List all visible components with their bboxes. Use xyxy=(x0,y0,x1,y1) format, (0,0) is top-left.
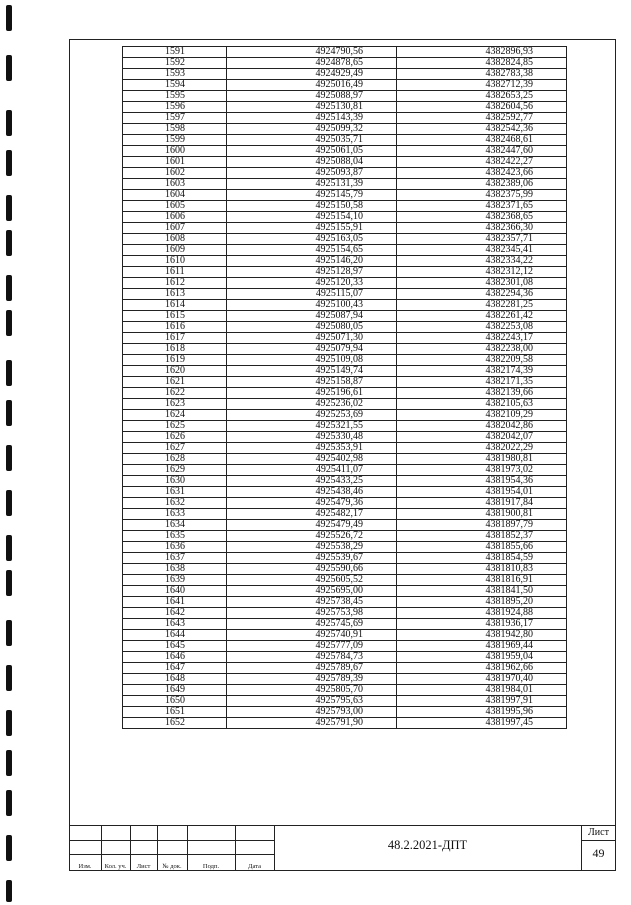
table-row xyxy=(123,278,567,289)
coord-x: 4925150,58 xyxy=(227,201,397,212)
point-number: 1624 xyxy=(123,410,227,421)
point-number: 1592 xyxy=(123,58,227,69)
coord-x: 4925236,02 xyxy=(227,399,397,410)
table-row xyxy=(123,135,567,146)
coord-y: 4382389,06 xyxy=(397,179,567,190)
coord-y: 4382783,38 xyxy=(397,69,567,80)
table-row xyxy=(123,124,567,135)
coord-x: 4925695,00 xyxy=(227,586,397,597)
point-number: 1644 xyxy=(123,630,227,641)
table-row xyxy=(123,212,567,223)
coord-x: 4925605,52 xyxy=(227,575,397,586)
coord-y: 4381854,59 xyxy=(397,553,567,564)
table-row xyxy=(123,179,567,190)
coord-x: 4924790,56 xyxy=(227,47,397,58)
coord-x: 4925253,69 xyxy=(227,410,397,421)
coord-x: 4925143,39 xyxy=(227,113,397,124)
coord-y: 4382261,42 xyxy=(397,311,567,322)
coord-y: 4381954,36 xyxy=(397,476,567,487)
point-number: 1613 xyxy=(123,289,227,300)
coord-y: 4381924,88 xyxy=(397,608,567,619)
coord-x: 4925438,46 xyxy=(227,487,397,498)
table-row xyxy=(123,322,567,333)
stamp-col-doc: № док. xyxy=(162,863,182,870)
coord-y: 4381954,01 xyxy=(397,487,567,498)
point-number: 1625 xyxy=(123,421,227,432)
table-row xyxy=(123,586,567,597)
coord-x: 4925088,04 xyxy=(227,157,397,168)
table-row xyxy=(123,465,567,476)
point-number: 1642 xyxy=(123,608,227,619)
coord-y: 4381973,02 xyxy=(397,465,567,476)
point-number: 1636 xyxy=(123,542,227,553)
coord-y: 4382366,30 xyxy=(397,223,567,234)
point-number: 1652 xyxy=(123,718,227,729)
point-number: 1628 xyxy=(123,454,227,465)
point-number: 1650 xyxy=(123,696,227,707)
binding-mark xyxy=(6,790,12,816)
sheet-label: Лист xyxy=(588,827,609,838)
point-number: 1603 xyxy=(123,179,227,190)
table-row xyxy=(123,597,567,608)
table-row xyxy=(123,234,567,245)
stamp-col-list: Лист xyxy=(136,863,151,870)
coord-x: 4925079,94 xyxy=(227,344,397,355)
stamp-col-date: Дата xyxy=(248,863,261,870)
table-row xyxy=(123,663,567,674)
coord-y: 4381917,84 xyxy=(397,498,567,509)
table-row xyxy=(123,168,567,179)
coord-y: 4382294,36 xyxy=(397,289,567,300)
point-number: 1611 xyxy=(123,267,227,278)
table-row xyxy=(123,366,567,377)
coord-y: 4381995,96 xyxy=(397,707,567,718)
binding-mark xyxy=(6,5,12,31)
coord-x: 4925100,43 xyxy=(227,300,397,311)
coord-x: 4925035,71 xyxy=(227,135,397,146)
coord-x: 4925196,61 xyxy=(227,388,397,399)
table-row xyxy=(123,102,567,113)
coord-y: 4382368,65 xyxy=(397,212,567,223)
point-number: 1640 xyxy=(123,586,227,597)
point-number: 1623 xyxy=(123,399,227,410)
binding-mark xyxy=(6,400,12,426)
table-row xyxy=(123,498,567,509)
binding-mark xyxy=(6,110,12,136)
coord-x: 4925538,29 xyxy=(227,542,397,553)
table-row xyxy=(123,608,567,619)
binding-mark xyxy=(6,150,12,176)
point-number: 1616 xyxy=(123,322,227,333)
coord-x: 4925793,00 xyxy=(227,707,397,718)
table-row xyxy=(123,542,567,553)
table-row xyxy=(123,146,567,157)
coord-y: 4381897,79 xyxy=(397,520,567,531)
point-number: 1631 xyxy=(123,487,227,498)
table-row xyxy=(123,487,567,498)
table-row xyxy=(123,300,567,311)
coord-y: 4381852,37 xyxy=(397,531,567,542)
coord-x: 4925479,49 xyxy=(227,520,397,531)
coord-y: 4382357,71 xyxy=(397,234,567,245)
coord-y: 4382174,39 xyxy=(397,366,567,377)
coord-x: 4925154,65 xyxy=(227,245,397,256)
point-number: 1607 xyxy=(123,223,227,234)
table-row xyxy=(123,58,567,69)
coord-x: 4925120,33 xyxy=(227,278,397,289)
point-number: 1612 xyxy=(123,278,227,289)
title-block xyxy=(69,825,616,871)
table-row xyxy=(123,69,567,80)
point-number: 1621 xyxy=(123,377,227,388)
point-number: 1609 xyxy=(123,245,227,256)
coord-x: 4925479,36 xyxy=(227,498,397,509)
coord-y: 4382281,25 xyxy=(397,300,567,311)
coord-y: 4382423,66 xyxy=(397,168,567,179)
table-row xyxy=(123,311,567,322)
coord-y: 4382243,17 xyxy=(397,333,567,344)
coord-y: 4381810,83 xyxy=(397,564,567,575)
point-number: 1619 xyxy=(123,355,227,366)
point-number: 1645 xyxy=(123,641,227,652)
coord-y: 4382896,93 xyxy=(397,47,567,58)
table-row xyxy=(123,432,567,443)
coord-x: 4925145,79 xyxy=(227,190,397,201)
coord-y: 4382312,12 xyxy=(397,267,567,278)
table-row xyxy=(123,333,567,344)
table-row xyxy=(123,245,567,256)
coord-y: 4382209,58 xyxy=(397,355,567,366)
coord-x: 4925109,08 xyxy=(227,355,397,366)
binding-mark xyxy=(6,275,12,301)
table-row xyxy=(123,410,567,421)
coord-y: 4381936,17 xyxy=(397,619,567,630)
table-row xyxy=(123,685,567,696)
binding-mark xyxy=(6,880,12,902)
point-number: 1595 xyxy=(123,91,227,102)
coord-y: 4381816,91 xyxy=(397,575,567,586)
coord-x: 4925745,69 xyxy=(227,619,397,630)
stamp-col-sign: Подп. xyxy=(202,863,220,870)
point-number: 1614 xyxy=(123,300,227,311)
coord-y: 4381997,45 xyxy=(397,718,567,729)
coord-x: 4925146,20 xyxy=(227,256,397,267)
coord-x: 4924878,65 xyxy=(227,58,397,69)
binding-mark xyxy=(6,665,12,691)
coord-y: 4382301,08 xyxy=(397,278,567,289)
table-row xyxy=(123,201,567,212)
point-number: 1651 xyxy=(123,707,227,718)
table-row xyxy=(123,113,567,124)
binding-mark xyxy=(6,310,12,336)
table-row xyxy=(123,520,567,531)
coord-x: 4925791,90 xyxy=(227,718,397,729)
point-number: 1646 xyxy=(123,652,227,663)
table-row xyxy=(123,344,567,355)
point-number: 1637 xyxy=(123,553,227,564)
table-row xyxy=(123,476,567,487)
coord-x: 4925805,70 xyxy=(227,685,397,696)
table-row xyxy=(123,223,567,234)
point-number: 1633 xyxy=(123,509,227,520)
stamp-col-kol: Кол. уч. xyxy=(104,863,127,870)
coord-y: 4381841,50 xyxy=(397,586,567,597)
table-row xyxy=(123,190,567,201)
table-row xyxy=(123,531,567,542)
table-row xyxy=(123,652,567,663)
point-number: 1594 xyxy=(123,80,227,91)
table-row xyxy=(123,289,567,300)
coord-y: 4381900,81 xyxy=(397,509,567,520)
point-number: 1608 xyxy=(123,234,227,245)
point-number: 1648 xyxy=(123,674,227,685)
coord-y: 4382171,35 xyxy=(397,377,567,388)
coord-y: 4382371,65 xyxy=(397,201,567,212)
sheet-number: 49 xyxy=(592,846,605,860)
coord-x: 4925789,67 xyxy=(227,663,397,674)
binding-mark xyxy=(6,620,12,646)
point-number: 1649 xyxy=(123,685,227,696)
table-row xyxy=(123,553,567,564)
point-number: 1601 xyxy=(123,157,227,168)
coord-y: 4381970,40 xyxy=(397,674,567,685)
coord-y: 4382653,25 xyxy=(397,91,567,102)
point-number: 1593 xyxy=(123,69,227,80)
coord-x: 4925163,05 xyxy=(227,234,397,245)
coord-y: 4381969,44 xyxy=(397,641,567,652)
coord-x: 4925088,97 xyxy=(227,91,397,102)
coord-x: 4925789,39 xyxy=(227,674,397,685)
point-number: 1597 xyxy=(123,113,227,124)
coord-x: 4925128,97 xyxy=(227,267,397,278)
coord-x: 4925482,17 xyxy=(227,509,397,520)
coord-y: 4382542,36 xyxy=(397,124,567,135)
table-row xyxy=(123,91,567,102)
table-row xyxy=(123,619,567,630)
coord-x: 4924929,49 xyxy=(227,69,397,80)
point-number: 1635 xyxy=(123,531,227,542)
point-number: 1610 xyxy=(123,256,227,267)
point-number: 1620 xyxy=(123,366,227,377)
table-row xyxy=(123,696,567,707)
point-number: 1629 xyxy=(123,465,227,476)
coord-y: 4382238,00 xyxy=(397,344,567,355)
point-number: 1639 xyxy=(123,575,227,586)
table-row xyxy=(123,399,567,410)
coord-y: 4382468,61 xyxy=(397,135,567,146)
coord-x: 4925087,94 xyxy=(227,311,397,322)
point-number: 1615 xyxy=(123,311,227,322)
coord-x: 4925753,98 xyxy=(227,608,397,619)
coord-y: 4382253,08 xyxy=(397,322,567,333)
table-row xyxy=(123,388,567,399)
table-row xyxy=(123,718,567,729)
coord-x: 4925093,87 xyxy=(227,168,397,179)
table-row xyxy=(123,575,567,586)
coord-y: 4382712,39 xyxy=(397,80,567,91)
coord-x: 4925115,07 xyxy=(227,289,397,300)
binding-mark xyxy=(6,835,12,861)
binding-mark xyxy=(6,750,12,776)
coord-y: 4381942,80 xyxy=(397,630,567,641)
coord-y: 4382345,41 xyxy=(397,245,567,256)
point-number: 1591 xyxy=(123,47,227,58)
coord-x: 4925158,87 xyxy=(227,377,397,388)
table-row xyxy=(123,630,567,641)
point-number: 1599 xyxy=(123,135,227,146)
point-number: 1598 xyxy=(123,124,227,135)
binding-mark xyxy=(6,710,12,736)
coord-x: 4925353,91 xyxy=(227,443,397,454)
table-row xyxy=(123,267,567,278)
point-number: 1627 xyxy=(123,443,227,454)
coord-y: 4382422,27 xyxy=(397,157,567,168)
point-number: 1632 xyxy=(123,498,227,509)
table-row xyxy=(123,355,567,366)
table-row xyxy=(123,707,567,718)
coord-x: 4925795,63 xyxy=(227,696,397,707)
coord-y: 4381895,20 xyxy=(397,597,567,608)
stamp-col-izm: Изм. xyxy=(78,863,92,870)
point-number: 1600 xyxy=(123,146,227,157)
point-number: 1606 xyxy=(123,212,227,223)
coord-x: 4925071,30 xyxy=(227,333,397,344)
coord-x: 4925411,07 xyxy=(227,465,397,476)
point-number: 1647 xyxy=(123,663,227,674)
coord-y: 4382105,63 xyxy=(397,399,567,410)
coord-x: 4925099,32 xyxy=(227,124,397,135)
table-row xyxy=(123,674,567,685)
point-number: 1626 xyxy=(123,432,227,443)
coord-y: 4382375,99 xyxy=(397,190,567,201)
coordinates-table xyxy=(122,46,567,729)
coord-y: 4382022,29 xyxy=(397,443,567,454)
coord-x: 4925738,45 xyxy=(227,597,397,608)
coord-x: 4925526,72 xyxy=(227,531,397,542)
table-row xyxy=(123,80,567,91)
table-row xyxy=(123,256,567,267)
coord-y: 4382139,66 xyxy=(397,388,567,399)
point-number: 1622 xyxy=(123,388,227,399)
coord-y: 4382447,60 xyxy=(397,146,567,157)
coord-x: 4925016,49 xyxy=(227,80,397,91)
coord-y: 4382334,22 xyxy=(397,256,567,267)
coord-y: 4381980,81 xyxy=(397,454,567,465)
coord-x: 4925740,91 xyxy=(227,630,397,641)
binding-mark xyxy=(6,230,12,256)
binding-mark xyxy=(6,445,12,471)
coord-x: 4925777,09 xyxy=(227,641,397,652)
coord-y: 4381984,01 xyxy=(397,685,567,696)
coord-x: 4925130,81 xyxy=(227,102,397,113)
binding-mark xyxy=(6,570,12,596)
coord-y: 4382824,85 xyxy=(397,58,567,69)
coord-x: 4925539,67 xyxy=(227,553,397,564)
coord-x: 4925149,74 xyxy=(227,366,397,377)
coord-x: 4925155,91 xyxy=(227,223,397,234)
table-row xyxy=(123,564,567,575)
coord-y: 4382109,29 xyxy=(397,410,567,421)
coord-x: 4925154,10 xyxy=(227,212,397,223)
point-number: 1604 xyxy=(123,190,227,201)
point-number: 1605 xyxy=(123,201,227,212)
point-number: 1643 xyxy=(123,619,227,630)
coord-y: 4382592,77 xyxy=(397,113,567,124)
coord-x: 4925080,05 xyxy=(227,322,397,333)
table-row xyxy=(123,509,567,520)
binding-mark xyxy=(6,490,12,516)
coord-x: 4925402,98 xyxy=(227,454,397,465)
binding-mark xyxy=(6,195,12,221)
point-number: 1596 xyxy=(123,102,227,113)
table-row xyxy=(123,47,567,58)
coord-y: 4382604,56 xyxy=(397,102,567,113)
table-row xyxy=(123,157,567,168)
coord-x: 4925590,66 xyxy=(227,564,397,575)
point-number: 1617 xyxy=(123,333,227,344)
coord-y: 4381959,04 xyxy=(397,652,567,663)
table-row xyxy=(123,454,567,465)
coord-x: 4925321,55 xyxy=(227,421,397,432)
coord-x: 4925061,05 xyxy=(227,146,397,157)
coord-x: 4925784,73 xyxy=(227,652,397,663)
coord-y: 4382042,86 xyxy=(397,421,567,432)
table-row xyxy=(123,421,567,432)
point-number: 1602 xyxy=(123,168,227,179)
coord-x: 4925433,25 xyxy=(227,476,397,487)
point-number: 1638 xyxy=(123,564,227,575)
coord-x: 4925330,48 xyxy=(227,432,397,443)
binding-mark xyxy=(6,360,12,386)
point-number: 1618 xyxy=(123,344,227,355)
binding-mark xyxy=(6,535,12,561)
binding-mark xyxy=(6,55,12,81)
coord-y: 4382042,07 xyxy=(397,432,567,443)
document-code: 48.2.2021-ДПТ xyxy=(387,838,468,852)
point-number: 1634 xyxy=(123,520,227,531)
point-number: 1630 xyxy=(123,476,227,487)
table-row xyxy=(123,641,567,652)
coord-y: 4381855,66 xyxy=(397,542,567,553)
coord-y: 4381962,66 xyxy=(397,663,567,674)
coord-y: 4381997,91 xyxy=(397,696,567,707)
table-row xyxy=(123,443,567,454)
coord-x: 4925131,39 xyxy=(227,179,397,190)
point-number: 1641 xyxy=(123,597,227,608)
table-row xyxy=(123,377,567,388)
